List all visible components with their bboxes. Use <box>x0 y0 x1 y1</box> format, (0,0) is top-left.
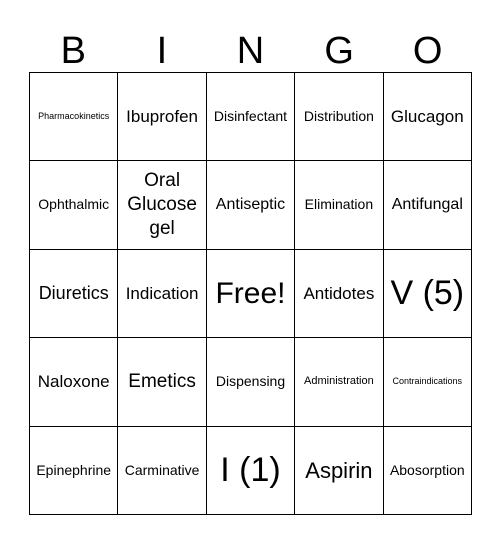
free-space[interactable]: Free! <box>207 250 295 338</box>
bingo-cell[interactable]: Distribution <box>295 73 383 161</box>
bingo-cell[interactable]: Oral Glucose gel <box>118 161 206 249</box>
bingo-cell[interactable]: Epinephrine <box>30 427 118 515</box>
bingo-cell[interactable]: Dispensing <box>207 338 295 426</box>
bingo-cell[interactable]: Elimination <box>295 161 383 249</box>
bingo-cell[interactable]: Glucagon <box>384 73 472 161</box>
bingo-cell[interactable]: Contraindications <box>384 338 472 426</box>
bingo-cell[interactable]: Antifungal <box>384 161 472 249</box>
bingo-cell[interactable]: Administration <box>295 338 383 426</box>
bingo-cell[interactable]: Naloxone <box>30 338 118 426</box>
bingo-board <box>29 72 472 515</box>
header-letter-i: I <box>156 30 168 72</box>
bingo-cell[interactable]: Ophthalmic <box>30 161 118 249</box>
bingo-cell[interactable]: Carminative <box>118 427 206 515</box>
bingo-cell[interactable]: Ibuprofen <box>118 73 206 161</box>
bingo-cell[interactable]: Pharmacokinetics <box>30 73 118 161</box>
header-letter-g: G <box>324 30 354 72</box>
bingo-cell[interactable]: Antidotes <box>295 250 383 338</box>
bingo-cell[interactable]: Indication <box>118 250 206 338</box>
bingo-cell[interactable]: Emetics <box>118 338 206 426</box>
header-letter-b: B <box>60 30 86 72</box>
bingo-header <box>29 28 472 74</box>
bingo-cell[interactable]: Disinfectant <box>207 73 295 161</box>
bingo-cell[interactable]: Abosorption <box>384 427 472 515</box>
bingo-cell[interactable]: V (5) <box>384 250 472 338</box>
bingo-cell[interactable]: Aspirin <box>295 427 383 515</box>
bingo-cell[interactable]: Antiseptic <box>207 161 295 249</box>
bingo-cell[interactable]: Diuretics <box>30 250 118 338</box>
header-letter-o: O <box>412 30 443 72</box>
header-letter-n: N <box>236 30 265 72</box>
bingo-cell[interactable]: I (1) <box>207 427 295 515</box>
